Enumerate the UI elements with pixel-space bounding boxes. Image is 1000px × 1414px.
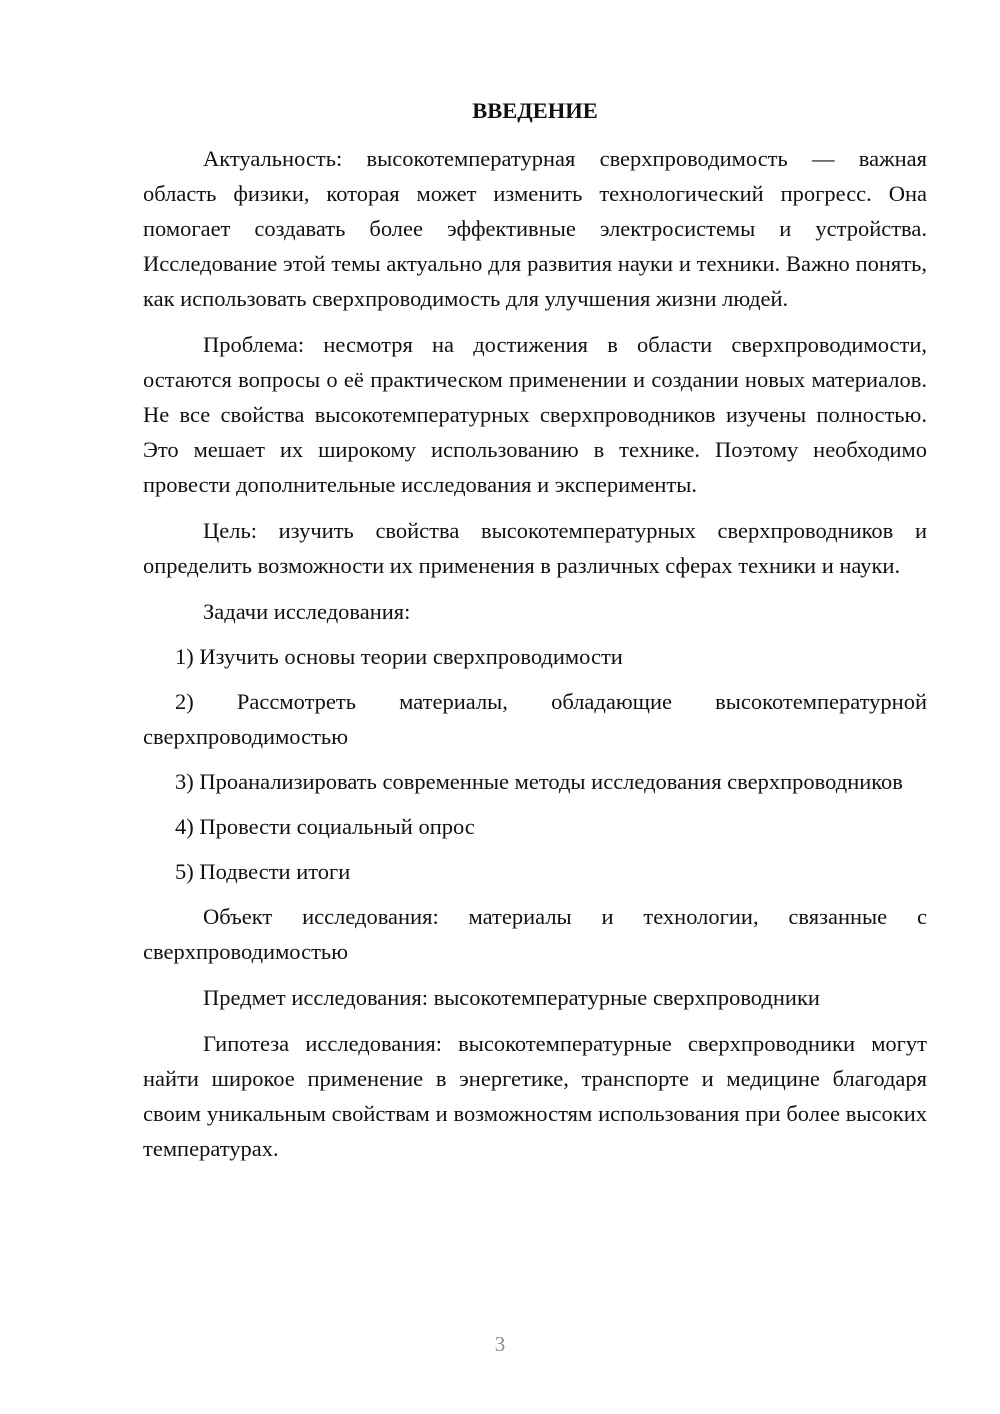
document-page — [143, 93, 927, 1177]
paragraph-tasks-heading: Задачи исследования: — [203, 599, 411, 624]
task-item-2: 2) Рассмотреть материалы, обладающие высокотемпературной сверхпроводимостью — [143, 689, 927, 749]
task-item-3: 3) Проанализировать современные методы исследования сверхпроводников — [175, 769, 903, 794]
task-item-1: 1) Изучить основы теории сверхпроводимости — [175, 644, 623, 669]
paragraph-goal: Цель: изучить свойства высокотемпературных сверхпроводников и определить возможности их применения в различных сферах техники и науки. — [143, 518, 927, 578]
task-item-4: 4) Провести социальный опрос — [175, 814, 475, 839]
task-item-5: 5) Подвести итоги — [175, 859, 351, 884]
paragraph-hypothesis: Гипотеза исследования: высокотемпературные сверхпроводники могут найти широкое применение в энергетике, транспорте и медицине благодаря своим уникальным свойствам и возможностям использования при более высоких температурах. — [143, 1031, 927, 1161]
paragraph-object: Объект исследования: материалы и технологии, связанные с сверхпроводимостью — [143, 904, 927, 964]
page-number: 3 — [494, 1332, 506, 1356]
paragraph-subject: Предмет исследования: высокотемпературные сверхпроводники — [203, 985, 820, 1010]
paragraph-problem: Проблема: несмотря на достижения в области сверхпроводимости, остаются вопросы о её практическом применении и создании новых материалов. Не все свойства высокотемпературных сверхпроводников изучены полностью. Это мешает их широкому использованию в технике. Поэтому необходимо провести дополнительные исследования и эксперименты. — [143, 332, 927, 497]
section-title: ВВЕДЕНИЕ — [472, 98, 598, 123]
paragraph-relevance: Актуальность: высокотемпературная сверхпроводимость — важная область физики, которая может изменить технологический прогресс. Она помогает создавать более эффективные электросистемы и устройства. Исследование этой темы актуально для развития науки и техники. Важно понять, как использовать сверхпроводимость для улучшения жизни людей. — [143, 146, 927, 311]
